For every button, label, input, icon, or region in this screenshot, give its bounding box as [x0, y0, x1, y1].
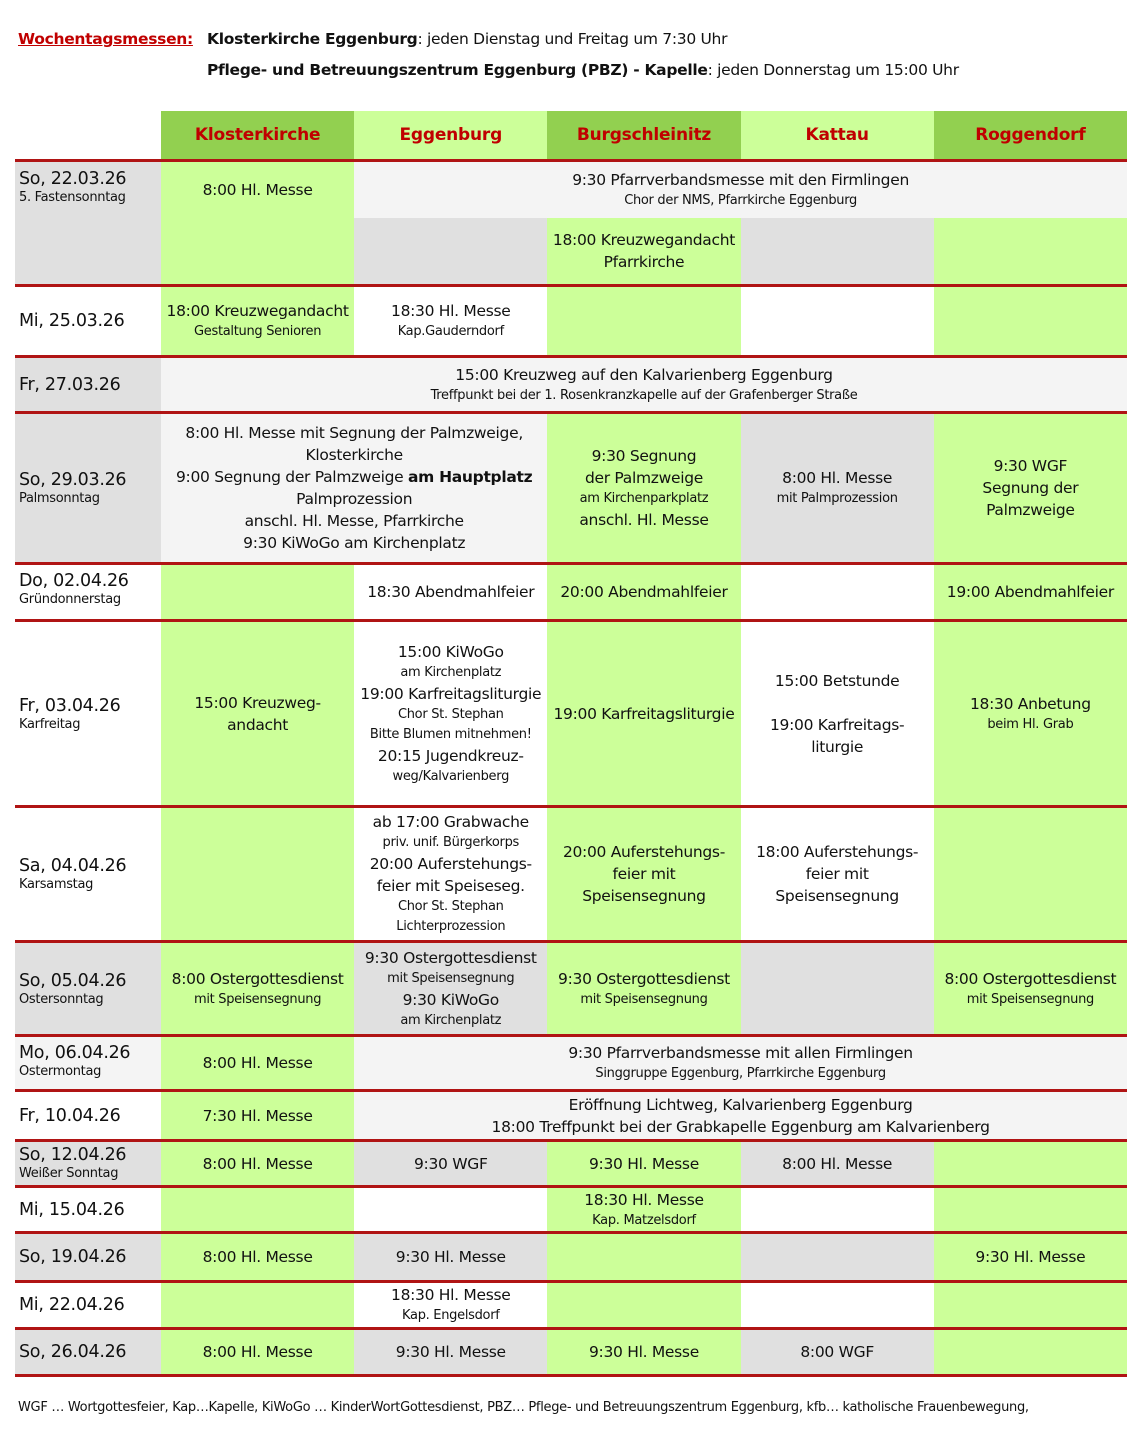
- date-cell: [15, 413, 161, 564]
- table-row: [15, 357, 1127, 413]
- event-title: 8:00 Ostergottesdienst: [944, 969, 1117, 988]
- cell-kattau: [741, 1233, 934, 1282]
- event-note: Chor St. Stephan: [397, 899, 504, 914]
- event-note: Lichterprozession: [396, 919, 506, 934]
- date: Mi, 15.04.26: [19, 1199, 125, 1220]
- cell-burgschleinitz: [547, 286, 740, 357]
- cell-klosterkirche: [161, 807, 354, 942]
- event-line-bold: am Hauptplatz: [407, 468, 533, 486]
- date-subtitle: Karsamstag: [19, 877, 94, 892]
- event-line: 9:30 Segnung: [591, 447, 697, 465]
- cell-eggenburg: [354, 1282, 547, 1329]
- event-note: Treffpunkt bei der 1. Rosenkranzkapelle auf der Grafenberger Straße: [430, 387, 858, 403]
- cell-burgschleinitz: [547, 1282, 740, 1329]
- date: So, 22.03.26: [19, 169, 127, 189]
- weekday-line-1: [207, 24, 727, 55]
- header-burgschleinitz: Burgschleinitz: [547, 111, 740, 161]
- event-note: Kap.Gauderndorf: [397, 324, 504, 339]
- cell-kattau: [741, 621, 934, 807]
- cell-roggendorf: 19:00 Abendmahlfeier: [934, 564, 1127, 621]
- event-title: 18:30 Anbetung: [969, 694, 1091, 713]
- event-location: Pfarrkirche: [603, 252, 685, 271]
- event-line: feier mit: [612, 865, 676, 883]
- event-note: mit Speisensegnung: [580, 991, 708, 1007]
- table-row: [15, 286, 1127, 357]
- cell-klosterkirche: [161, 1282, 354, 1329]
- cell-klosterkirche: 8:00 Hl. Messe: [161, 1141, 354, 1187]
- cell-klosterkirche: [161, 942, 354, 1036]
- weekday-line-1-location: Klosterkirche Eggenburg: [207, 30, 418, 48]
- event-line-text: 9:00 Segnung der Palmzweige: [176, 468, 408, 486]
- cell-roggendorf: [934, 1282, 1127, 1329]
- cell-eggenburg: [354, 286, 547, 357]
- cell-roggendorf: 9:30 Hl. Messe: [934, 1233, 1127, 1282]
- cell-kattau: [741, 1187, 934, 1233]
- event-note: am Kirchenplatz: [400, 664, 502, 680]
- date: So, 26.04.26: [19, 1342, 127, 1362]
- date: Sa, 04.04.26: [19, 856, 127, 876]
- table-row: [15, 1329, 1127, 1376]
- date-cell: [15, 1187, 161, 1233]
- event-line: Palmprozession: [296, 490, 413, 508]
- event-line: 9:30 Ostergottesdienst: [364, 948, 537, 967]
- table-row: [15, 413, 1127, 564]
- event-line: [165, 466, 543, 488]
- cell-kattau: [741, 286, 934, 357]
- event-line: feier mit: [805, 865, 869, 883]
- cell-roggendorf: [934, 807, 1127, 942]
- event-line: 20:00 Auferstehungs-: [369, 855, 532, 873]
- cell-eggenburg: [354, 218, 547, 286]
- event-note: Kap. Matzelsdorf: [592, 1212, 696, 1228]
- date: So, 05.04.26: [19, 970, 127, 991]
- cell-roggendorf: [934, 413, 1127, 564]
- date-cell: [15, 1091, 161, 1141]
- date-subtitle: Karfreitag: [19, 716, 81, 732]
- cell-klosterkirche: [161, 1187, 354, 1233]
- cell-eggenburg: [354, 942, 547, 1036]
- table-row: [15, 161, 1127, 218]
- date-subtitle: Ostermontag: [19, 1064, 102, 1079]
- schedule-table: [15, 111, 1127, 1377]
- date: So, 19.04.26: [19, 1247, 127, 1267]
- event-line: Palmzweige: [986, 501, 1075, 519]
- header-roggendorf: Roggendorf: [934, 111, 1127, 161]
- cell-kattau: 8:00 WGF: [741, 1329, 934, 1376]
- cell-roggendorf: [934, 218, 1127, 286]
- date: Fr, 27.03.26: [19, 374, 121, 395]
- table-row: [15, 942, 1127, 1036]
- event-line: 15:00 KiWoGo: [397, 642, 504, 661]
- event-line: 18:00 Auferstehungs-: [756, 843, 919, 861]
- abbreviations-legend: WGF … Wortgottesfeier, Kap…Kapelle, KiWoGo … KinderWortGottesdienst, PBZ… Pflege- und Betreuungszentrum Eggenburg, kfb… katholische Frauenbewegung,: [18, 1400, 1029, 1415]
- event-line: Speisensegnung: [582, 887, 706, 905]
- event-title: 18:30 Hl. Messe: [391, 302, 511, 320]
- cell-eggenburg: 18:30 Abendmahlfeier: [354, 564, 547, 621]
- date: So, 29.03.26: [19, 470, 127, 490]
- event-note: Bitte Blumen mitnehmen!: [369, 726, 532, 742]
- event-note: Gestaltung Senioren: [194, 324, 322, 339]
- weekday-masses-label: Wochentagsmessen:: [18, 30, 193, 48]
- event-note: Chor der NMS, Pfarrkirche Eggenburg: [624, 192, 857, 208]
- event-line: anschl. Hl. Messe, Pfarrkirche: [244, 512, 464, 530]
- date-cell: [15, 807, 161, 942]
- event-note: beim Hl. Grab: [987, 716, 1074, 732]
- cell-roggendorf: [934, 286, 1127, 357]
- cell-kattau: [741, 413, 934, 564]
- weekday-line-2: [207, 55, 959, 86]
- cell-kattau: [741, 807, 934, 942]
- event-line: 19:00 Karfreitagsliturgie: [360, 684, 542, 703]
- date-cell: [15, 161, 161, 286]
- date-cell: [15, 564, 161, 621]
- date-cell: [15, 357, 161, 413]
- event-line: 9:30 KiWoGo: [402, 990, 499, 1009]
- cell-eggenburg: 9:30 WGF: [354, 1141, 547, 1187]
- cell-burgschleinitz: [547, 807, 740, 942]
- event-note: mit Speisensegnung: [193, 991, 322, 1007]
- table-row: [15, 1233, 1127, 1282]
- event-line: 18:00 Treffpunkt bei der Grabkapelle Eggenburg am Kalvarienberg: [491, 1117, 990, 1136]
- cell-eggenburg: 9:30 Hl. Messe: [354, 1329, 547, 1376]
- header-row: [15, 111, 1127, 161]
- cell-burgschleinitz: [547, 413, 740, 564]
- date: Fr, 03.04.26: [19, 695, 121, 716]
- event-title: 8:00 Hl. Messe: [782, 469, 893, 487]
- cell-merged: [354, 1091, 1127, 1141]
- cell-klosterkirche: [161, 564, 354, 621]
- cell-klosterkirche: 8:00 Hl. Messe: [161, 161, 354, 286]
- header-kattau: Kattau: [741, 111, 934, 161]
- table-row: [15, 621, 1127, 807]
- cell-burgschleinitz: 19:00 Karfreitagsliturgie: [547, 621, 740, 807]
- cell-burgschleinitz: [547, 218, 740, 286]
- event-line: 20:15 Jugendkreuz-: [377, 746, 524, 765]
- table-row: [15, 1187, 1127, 1233]
- event-line: andacht: [227, 715, 289, 734]
- cell-merged: [354, 1036, 1127, 1091]
- event-note: mit Speisensegnung: [387, 970, 515, 986]
- cell-klosterkirche: 7:30 Hl. Messe: [161, 1091, 354, 1141]
- cell-klosterkirche: 8:00 Hl. Messe: [161, 1329, 354, 1376]
- event-note: weg/Kalvarienberg: [392, 768, 510, 784]
- date-cell: [15, 1036, 161, 1091]
- date-cell: [15, 1141, 161, 1187]
- date: Do, 02.04.26: [19, 571, 129, 591]
- event-line: der Palmzweige: [584, 469, 703, 487]
- cell-merged: [161, 357, 1127, 413]
- event-note: Kap. Engelsdorf: [402, 1308, 500, 1323]
- date-cell: [15, 1282, 161, 1329]
- event-line: Speisensegnung: [775, 887, 899, 905]
- date: Fr, 10.04.26: [19, 1105, 121, 1126]
- header-eggenburg: Eggenburg: [354, 111, 547, 161]
- event-line: feier mit Speiseseg.: [376, 877, 525, 895]
- event-note: Singgruppe Eggenburg, Pfarrkirche Eggenburg: [595, 1066, 886, 1081]
- cell-kattau: 8:00 Hl. Messe: [741, 1141, 934, 1187]
- cell-burgschleinitz: [547, 1233, 740, 1282]
- cell-klosterkirche: 8:00 Hl. Messe: [161, 1036, 354, 1091]
- date: So, 12.04.26: [19, 1145, 127, 1165]
- cell-klosterkirche: [161, 621, 354, 807]
- cell-kattau: [741, 1282, 934, 1329]
- cell-roggendorf: [934, 942, 1127, 1036]
- event-note: Chor St. Stephan: [397, 706, 504, 722]
- weekday-line-2-location: Pflege- und Betreuungszentrum Eggenburg (PBZ) - Kapelle: [207, 61, 708, 79]
- cell-roggendorf: [934, 1141, 1127, 1187]
- cell-roggendorf: [934, 1187, 1127, 1233]
- cell-kattau: [741, 564, 934, 621]
- event-note: am Kirchenparkplatz: [579, 491, 709, 506]
- date: Mo, 06.04.26: [19, 1043, 131, 1063]
- cell-klosterkirche: [161, 286, 354, 357]
- event-title: 18:30 Hl. Messe: [584, 1190, 704, 1209]
- date-cell: [15, 1329, 161, 1376]
- event-line: liturgie: [811, 737, 864, 756]
- date-cell: [15, 942, 161, 1036]
- date-cell: [15, 621, 161, 807]
- date-subtitle: Palmsonntag: [19, 491, 100, 506]
- event-line: Segnung der: [982, 479, 1079, 497]
- cell-burgschleinitz: [547, 1187, 740, 1233]
- cell-eggenburg: [354, 621, 547, 807]
- event-title: 18:00 Kreuzwegandacht: [552, 230, 736, 249]
- header-date-column: [15, 111, 161, 161]
- cell-eggenburg: [354, 807, 547, 942]
- event-note: mit Palmprozession: [776, 491, 898, 506]
- table-row: [15, 1282, 1127, 1329]
- event-note: am Kirchenplatz: [400, 1012, 502, 1028]
- date: Mi, 25.03.26: [19, 311, 125, 331]
- table-row: [15, 564, 1127, 621]
- table-row: [15, 1036, 1127, 1091]
- event-title: 9:30 Ostergottesdienst: [558, 969, 730, 988]
- cell-burgschleinitz: 9:30 Hl. Messe: [547, 1141, 740, 1187]
- event-line: 9:30 WGF: [993, 457, 1068, 475]
- event-line: 8:00 Hl. Messe mit Segnung der Palmzweige,: [185, 424, 523, 442]
- event-note: priv. unif. Bürgerkorps: [382, 835, 520, 850]
- weekday-line-2-time: : jeden Donnerstag um 15:00 Uhr: [707, 61, 959, 79]
- event-line: 15:00 Kreuzweg-: [194, 693, 321, 712]
- cell-roggendorf: [934, 1329, 1127, 1376]
- event-title: 8:00 Ostergottesdienst: [171, 969, 344, 988]
- cell-burgschleinitz: [547, 942, 740, 1036]
- table-row: [15, 1091, 1127, 1141]
- cell-merged: [354, 161, 1127, 218]
- cell-burgschleinitz: 20:00 Abendmahlfeier: [547, 564, 740, 621]
- cell-burgschleinitz: 9:30 Hl. Messe: [547, 1329, 740, 1376]
- table-row: [15, 1141, 1127, 1187]
- event-line: 20:00 Auferstehungs-: [562, 843, 725, 861]
- event-line: anschl. Hl. Messe: [579, 511, 709, 529]
- event-line: 19:00 Karfreitags-: [769, 715, 905, 734]
- event-title: 18:00 Kreuzwegandacht: [166, 302, 349, 320]
- cell-eggenburg: [354, 1187, 547, 1233]
- date-cell: [15, 286, 161, 357]
- event-title: 9:30 Pfarrverbandsmesse mit allen Firmlingen: [568, 1044, 913, 1062]
- event-title: 18:30 Hl. Messe: [391, 1286, 511, 1304]
- weekday-line-1-time: : jeden Dienstag und Freitag um 7:30 Uhr: [417, 30, 728, 48]
- header-klosterkirche: Klosterkirche: [161, 111, 354, 161]
- cell-merged: [161, 413, 547, 564]
- event-line: 9:30 KiWoGo am Kirchenplatz: [243, 534, 466, 552]
- cell-klosterkirche: 8:00 Hl. Messe: [161, 1233, 354, 1282]
- event-line: Klosterkirche: [305, 446, 403, 464]
- table-row: [15, 807, 1127, 942]
- date-subtitle: 5. Fastensonntag: [19, 190, 126, 205]
- event-title: Eröffnung Lichtweg, Kalvarienberg Eggenburg: [568, 1095, 913, 1114]
- event-line: 15:00 Betstunde: [774, 671, 900, 690]
- date: Mi, 22.04.26: [19, 1295, 125, 1315]
- date-cell: [15, 1233, 161, 1282]
- cell-eggenburg: 9:30 Hl. Messe: [354, 1233, 547, 1282]
- date-subtitle: Gründonnerstag: [19, 592, 121, 607]
- event-line: ab 17:00 Grabwache: [372, 813, 529, 831]
- cell-kattau: [741, 218, 934, 286]
- cell-roggendorf: [934, 621, 1127, 807]
- date-subtitle: Ostersonntag: [19, 991, 104, 1007]
- date-subtitle: Weißer Sonntag: [19, 1166, 119, 1181]
- event-title: 15:00 Kreuzweg auf den Kalvarienberg Eggenburg: [455, 365, 833, 384]
- event-note: mit Speisensegnung: [966, 991, 1094, 1007]
- event-title: 9:30 Pfarrverbandsmesse mit den Firmlingen: [572, 170, 909, 189]
- cell-kattau: [741, 942, 934, 1036]
